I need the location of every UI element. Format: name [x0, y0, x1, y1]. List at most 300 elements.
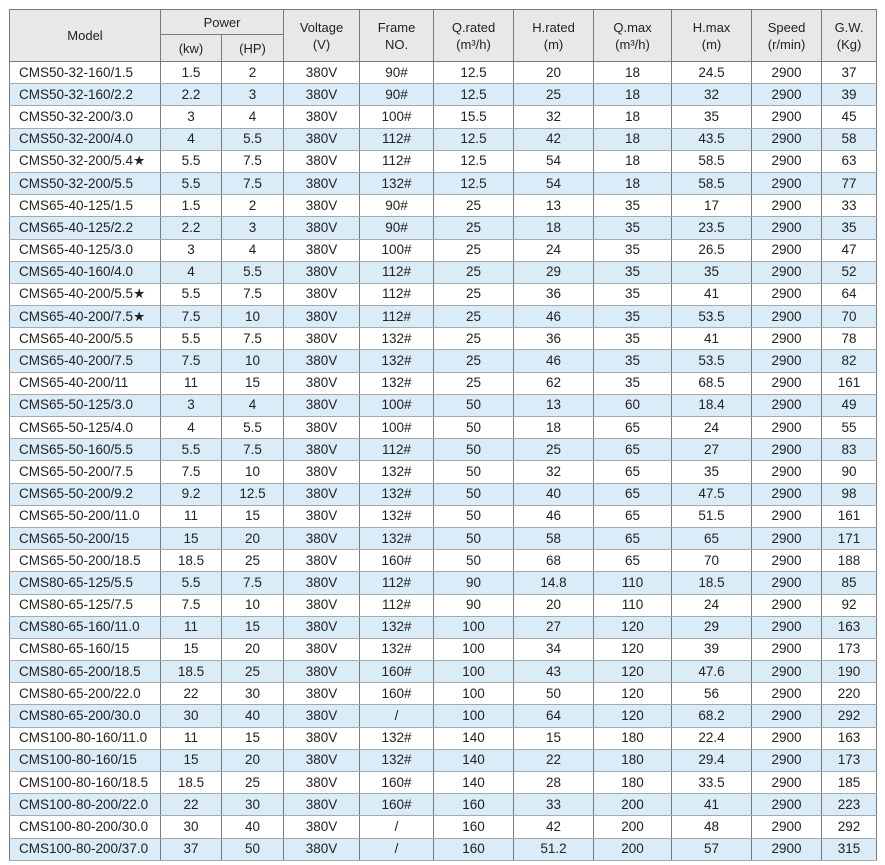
- voltage-cell: 380V: [284, 328, 360, 350]
- power-kw-cell: 1.5: [161, 62, 222, 84]
- table-row: [10, 749, 877, 771]
- model-cell: CMS80-65-160/15: [10, 638, 161, 660]
- model-cell: CMS65-50-200/7.5: [10, 461, 161, 483]
- header-h-rated-unit: (m): [543, 36, 564, 52]
- power-kw-cell: 4: [161, 261, 222, 283]
- table-row: [10, 527, 877, 549]
- speed-cell: 2900: [752, 150, 822, 172]
- h-max-cell: 57: [672, 838, 752, 860]
- q-max-cell: 35: [594, 283, 672, 305]
- gw-cell: 90: [822, 461, 877, 483]
- model-cell: CMS65-50-200/11.0: [10, 505, 161, 527]
- voltage-cell: 380V: [284, 527, 360, 549]
- model-cell: CMS50-32-200/5.5: [10, 172, 161, 194]
- power-hp-cell: 2: [222, 195, 284, 217]
- gw-cell: 37: [822, 62, 877, 84]
- power-hp-cell: 10: [222, 350, 284, 372]
- power-kw-cell: 3: [161, 394, 222, 416]
- model-cell: CMS65-40-160/4.0: [10, 261, 161, 283]
- voltage-cell: 380V: [284, 195, 360, 217]
- h-rated-cell: 33: [514, 794, 594, 816]
- h-max-cell: 24: [672, 417, 752, 439]
- speed-cell: 2900: [752, 84, 822, 106]
- voltage-cell: 380V: [284, 350, 360, 372]
- speed-cell: 2900: [752, 727, 822, 749]
- power-kw-cell: 2.2: [161, 217, 222, 239]
- speed-cell: 2900: [752, 794, 822, 816]
- voltage-cell: 380V: [284, 239, 360, 261]
- q-rated-cell: 50: [434, 483, 514, 505]
- header-gw-unit: (Kg): [836, 36, 862, 52]
- power-hp-cell: 20: [222, 749, 284, 771]
- speed-cell: 2900: [752, 772, 822, 794]
- voltage-cell: 380V: [284, 749, 360, 771]
- table-row: [10, 683, 877, 705]
- speed-cell: 2900: [752, 350, 822, 372]
- power-hp-cell: 25: [222, 550, 284, 572]
- voltage-cell: 380V: [284, 483, 360, 505]
- voltage-cell: 380V: [284, 705, 360, 727]
- table-row: [10, 550, 877, 572]
- power-hp-cell: 50: [222, 838, 284, 860]
- header-power: [161, 10, 284, 35]
- power-kw-cell: 15: [161, 527, 222, 549]
- model-cell: CMS65-50-200/18.5: [10, 550, 161, 572]
- speed-cell: 2900: [752, 572, 822, 594]
- power-hp-cell: 7.5: [222, 150, 284, 172]
- q-rated-cell: 140: [434, 749, 514, 771]
- power-kw-cell: 11: [161, 372, 222, 394]
- q-max-cell: 65: [594, 439, 672, 461]
- power-kw-cell: 30: [161, 705, 222, 727]
- model-cell: CMS65-40-125/3.0: [10, 239, 161, 261]
- h-max-cell: 22.4: [672, 727, 752, 749]
- h-max-cell: 51.5: [672, 505, 752, 527]
- h-rated-cell: 29: [514, 261, 594, 283]
- speed-cell: 2900: [752, 661, 822, 683]
- frame-cell: 132#: [360, 505, 434, 527]
- voltage-cell: 380V: [284, 417, 360, 439]
- h-max-cell: 33.5: [672, 772, 752, 794]
- model-cell: CMS100-80-160/11.0: [10, 727, 161, 749]
- voltage-cell: 380V: [284, 838, 360, 860]
- speed-cell: 2900: [752, 261, 822, 283]
- frame-cell: 132#: [360, 483, 434, 505]
- h-rated-cell: 36: [514, 283, 594, 305]
- voltage-cell: 380V: [284, 794, 360, 816]
- frame-cell: 112#: [360, 572, 434, 594]
- h-rated-cell: 25: [514, 84, 594, 106]
- voltage-cell: 380V: [284, 772, 360, 794]
- q-rated-cell: 15.5: [434, 106, 514, 128]
- frame-cell: 160#: [360, 683, 434, 705]
- table-row: [10, 150, 877, 172]
- h-max-cell: 68.2: [672, 705, 752, 727]
- gw-cell: 83: [822, 439, 877, 461]
- model-cell: CMS65-50-125/4.0: [10, 417, 161, 439]
- frame-cell: 160#: [360, 550, 434, 572]
- gw-cell: 78: [822, 328, 877, 350]
- voltage-cell: 380V: [284, 439, 360, 461]
- q-max-cell: 35: [594, 328, 672, 350]
- power-kw-cell: 5.5: [161, 283, 222, 305]
- speed-cell: 2900: [752, 417, 822, 439]
- voltage-cell: 380V: [284, 727, 360, 749]
- model-cell: CMS50-32-200/5.4★: [10, 150, 161, 172]
- power-kw-cell: 15: [161, 749, 222, 771]
- q-rated-cell: 100: [434, 638, 514, 660]
- power-hp-cell: 3: [222, 217, 284, 239]
- speed-cell: 2900: [752, 172, 822, 194]
- q-max-cell: 35: [594, 350, 672, 372]
- voltage-cell: 380V: [284, 261, 360, 283]
- h-max-cell: 23.5: [672, 217, 752, 239]
- header-speed: [752, 10, 822, 62]
- power-hp-cell: 4: [222, 106, 284, 128]
- gw-cell: 92: [822, 594, 877, 616]
- table-row: [10, 838, 877, 860]
- q-max-cell: 65: [594, 550, 672, 572]
- h-max-cell: 35: [672, 461, 752, 483]
- h-rated-cell: 36: [514, 328, 594, 350]
- q-rated-cell: 100: [434, 705, 514, 727]
- power-hp-cell: 4: [222, 394, 284, 416]
- gw-cell: 161: [822, 505, 877, 527]
- model-cell: CMS100-80-200/22.0: [10, 794, 161, 816]
- frame-cell: 132#: [360, 461, 434, 483]
- model-cell: CMS50-32-160/1.5: [10, 62, 161, 84]
- q-max-cell: 200: [594, 838, 672, 860]
- h-rated-cell: 20: [514, 594, 594, 616]
- h-max-cell: 27: [672, 439, 752, 461]
- speed-cell: 2900: [752, 283, 822, 305]
- header-gw-label: G.W.: [834, 19, 864, 35]
- q-rated-cell: 50: [434, 527, 514, 549]
- power-kw-cell: 11: [161, 616, 222, 638]
- gw-cell: 45: [822, 106, 877, 128]
- power-hp-cell: 5.5: [222, 261, 284, 283]
- speed-cell: 2900: [752, 705, 822, 727]
- voltage-cell: 380V: [284, 372, 360, 394]
- header-q-rated-label: Q.rated: [451, 19, 496, 35]
- table-row: [10, 461, 877, 483]
- power-hp-cell: 12.5: [222, 483, 284, 505]
- power-hp-cell: 20: [222, 527, 284, 549]
- pump-spec-sheet: [9, 9, 876, 861]
- power-kw-cell: 7.5: [161, 461, 222, 483]
- voltage-cell: 380V: [284, 217, 360, 239]
- model-cell: CMS65-40-200/5.5: [10, 328, 161, 350]
- power-kw-cell: 1.5: [161, 195, 222, 217]
- power-kw-cell: 15: [161, 638, 222, 660]
- h-max-cell: 53.5: [672, 350, 752, 372]
- q-rated-cell: 160: [434, 816, 514, 838]
- gw-cell: 39: [822, 84, 877, 106]
- h-rated-cell: 25: [514, 439, 594, 461]
- model-cell: CMS65-40-200/11: [10, 372, 161, 394]
- power-hp-cell: 5.5: [222, 128, 284, 150]
- header-q-max-label: Q.max: [613, 19, 652, 35]
- voltage-cell: 380V: [284, 150, 360, 172]
- speed-cell: 2900: [752, 638, 822, 660]
- h-rated-cell: 54: [514, 150, 594, 172]
- gw-cell: 315: [822, 838, 877, 860]
- speed-cell: 2900: [752, 594, 822, 616]
- header-q-rated-unit: (m³/h): [456, 36, 491, 52]
- q-rated-cell: 25: [434, 217, 514, 239]
- h-max-cell: 29: [672, 616, 752, 638]
- gw-cell: 63: [822, 150, 877, 172]
- h-rated-cell: 18: [514, 217, 594, 239]
- header-power-kw-label: (kw): [178, 40, 204, 56]
- frame-cell: 112#: [360, 306, 434, 328]
- q-max-cell: 65: [594, 483, 672, 505]
- q-max-cell: 60: [594, 394, 672, 416]
- q-rated-cell: 50: [434, 439, 514, 461]
- h-max-cell: 17: [672, 195, 752, 217]
- frame-cell: 160#: [360, 772, 434, 794]
- speed-cell: 2900: [752, 527, 822, 549]
- h-max-cell: 41: [672, 283, 752, 305]
- power-kw-cell: 5.5: [161, 328, 222, 350]
- model-cell: CMS100-80-200/30.0: [10, 816, 161, 838]
- h-max-cell: 48: [672, 816, 752, 838]
- power-hp-cell: 2: [222, 62, 284, 84]
- model-cell: CMS65-40-200/7.5★: [10, 306, 161, 328]
- power-hp-cell: 15: [222, 505, 284, 527]
- voltage-cell: 380V: [284, 394, 360, 416]
- gw-cell: 77: [822, 172, 877, 194]
- h-max-cell: 68.5: [672, 372, 752, 394]
- power-kw-cell: 22: [161, 794, 222, 816]
- q-max-cell: 35: [594, 195, 672, 217]
- table-row: [10, 350, 877, 372]
- power-kw-cell: 3: [161, 106, 222, 128]
- h-rated-cell: 27: [514, 616, 594, 638]
- table-row: [10, 661, 877, 683]
- header-q-rated: [434, 10, 514, 62]
- table-row: [10, 106, 877, 128]
- power-kw-cell: 5.5: [161, 150, 222, 172]
- frame-cell: 90#: [360, 195, 434, 217]
- h-rated-cell: 24: [514, 239, 594, 261]
- frame-cell: 112#: [360, 439, 434, 461]
- h-rated-cell: 62: [514, 372, 594, 394]
- gw-cell: 64: [822, 283, 877, 305]
- table-header: [10, 10, 877, 62]
- gw-cell: 35: [822, 217, 877, 239]
- speed-cell: 2900: [752, 461, 822, 483]
- q-max-cell: 120: [594, 638, 672, 660]
- frame-cell: 160#: [360, 661, 434, 683]
- model-cell: CMS80-65-200/30.0: [10, 705, 161, 727]
- frame-cell: 132#: [360, 328, 434, 350]
- power-hp-cell: 7.5: [222, 328, 284, 350]
- q-rated-cell: 50: [434, 394, 514, 416]
- gw-cell: 52: [822, 261, 877, 283]
- table-row: [10, 84, 877, 106]
- q-max-cell: 18: [594, 106, 672, 128]
- table-row: [10, 816, 877, 838]
- q-max-cell: 120: [594, 661, 672, 683]
- h-rated-cell: 46: [514, 306, 594, 328]
- h-max-cell: 43.5: [672, 128, 752, 150]
- h-max-cell: 56: [672, 683, 752, 705]
- q-max-cell: 65: [594, 527, 672, 549]
- power-hp-cell: 25: [222, 661, 284, 683]
- h-rated-cell: 43: [514, 661, 594, 683]
- h-max-cell: 58.5: [672, 150, 752, 172]
- gw-cell: 188: [822, 550, 877, 572]
- power-kw-cell: 9.2: [161, 483, 222, 505]
- header-frame-label: Frame: [377, 19, 416, 35]
- header-voltage: [284, 10, 360, 62]
- q-rated-cell: 160: [434, 794, 514, 816]
- q-rated-cell: 25: [434, 239, 514, 261]
- gw-cell: 173: [822, 638, 877, 660]
- power-kw-cell: 7.5: [161, 594, 222, 616]
- model-cell: CMS65-50-125/3.0: [10, 394, 161, 416]
- speed-cell: 2900: [752, 683, 822, 705]
- h-rated-cell: 46: [514, 350, 594, 372]
- q-rated-cell: 140: [434, 727, 514, 749]
- gw-cell: 185: [822, 772, 877, 794]
- model-cell: CMS65-40-125/2.2: [10, 217, 161, 239]
- header-frame-unit: NO.: [384, 36, 409, 52]
- frame-cell: 100#: [360, 106, 434, 128]
- h-rated-cell: 51.2: [514, 838, 594, 860]
- q-max-cell: 65: [594, 505, 672, 527]
- frame-cell: 160#: [360, 794, 434, 816]
- model-cell: CMS65-50-200/15: [10, 527, 161, 549]
- header-power-label: Power: [203, 14, 241, 30]
- model-cell: CMS50-32-200/4.0: [10, 128, 161, 150]
- table-row: [10, 794, 877, 816]
- table-row: [10, 217, 877, 239]
- table-row: [10, 261, 877, 283]
- speed-cell: 2900: [752, 505, 822, 527]
- header-h-rated-label: H.rated: [532, 19, 575, 35]
- frame-cell: 132#: [360, 372, 434, 394]
- table-row: [10, 594, 877, 616]
- speed-cell: 2900: [752, 239, 822, 261]
- gw-cell: 58: [822, 128, 877, 150]
- voltage-cell: 380V: [284, 816, 360, 838]
- table-row: [10, 483, 877, 505]
- q-max-cell: 65: [594, 417, 672, 439]
- header-power-hp: [222, 35, 284, 62]
- h-max-cell: 29.4: [672, 749, 752, 771]
- gw-cell: 161: [822, 372, 877, 394]
- h-rated-cell: 13: [514, 195, 594, 217]
- gw-cell: 292: [822, 705, 877, 727]
- h-rated-cell: 40: [514, 483, 594, 505]
- power-hp-cell: 15: [222, 372, 284, 394]
- h-max-cell: 24: [672, 594, 752, 616]
- voltage-cell: 380V: [284, 283, 360, 305]
- gw-cell: 82: [822, 350, 877, 372]
- gw-cell: 220: [822, 683, 877, 705]
- model-cell: CMS100-80-160/15: [10, 749, 161, 771]
- q-max-cell: 180: [594, 772, 672, 794]
- speed-cell: 2900: [752, 106, 822, 128]
- model-cell: CMS65-50-200/9.2: [10, 483, 161, 505]
- power-kw-cell: 7.5: [161, 350, 222, 372]
- frame-cell: 112#: [360, 283, 434, 305]
- h-rated-cell: 14.8: [514, 572, 594, 594]
- table-body: [10, 62, 877, 861]
- voltage-cell: 380V: [284, 594, 360, 616]
- frame-cell: 112#: [360, 594, 434, 616]
- speed-cell: 2900: [752, 328, 822, 350]
- table-row: [10, 572, 877, 594]
- power-kw-cell: 4: [161, 417, 222, 439]
- power-hp-cell: 40: [222, 816, 284, 838]
- table-row: [10, 394, 877, 416]
- table-row: [10, 239, 877, 261]
- frame-cell: /: [360, 838, 434, 860]
- q-max-cell: 35: [594, 261, 672, 283]
- q-max-cell: 200: [594, 794, 672, 816]
- table-row: [10, 439, 877, 461]
- table-row: [10, 172, 877, 194]
- q-rated-cell: 25: [434, 306, 514, 328]
- q-rated-cell: 50: [434, 505, 514, 527]
- header-h-max-label: H.max: [692, 19, 731, 35]
- power-kw-cell: 30: [161, 816, 222, 838]
- frame-cell: 132#: [360, 527, 434, 549]
- voltage-cell: 380V: [284, 550, 360, 572]
- power-kw-cell: 11: [161, 727, 222, 749]
- voltage-cell: 380V: [284, 616, 360, 638]
- model-cell: CMS80-65-200/22.0: [10, 683, 161, 705]
- header-q-max-unit: (m³/h): [615, 36, 650, 52]
- q-max-cell: 110: [594, 594, 672, 616]
- q-rated-cell: 25: [434, 261, 514, 283]
- frame-cell: 112#: [360, 128, 434, 150]
- voltage-cell: 380V: [284, 683, 360, 705]
- power-hp-cell: 30: [222, 794, 284, 816]
- power-hp-cell: 5.5: [222, 417, 284, 439]
- power-kw-cell: 2.2: [161, 84, 222, 106]
- gw-cell: 163: [822, 727, 877, 749]
- power-kw-cell: 18.5: [161, 772, 222, 794]
- power-kw-cell: 37: [161, 838, 222, 860]
- voltage-cell: 380V: [284, 461, 360, 483]
- power-kw-cell: 7.5: [161, 306, 222, 328]
- voltage-cell: 380V: [284, 106, 360, 128]
- frame-cell: 132#: [360, 638, 434, 660]
- header-model: [10, 10, 161, 62]
- gw-cell: 292: [822, 816, 877, 838]
- header-h-max-unit: (m): [701, 36, 722, 52]
- pump-spec-table: [9, 9, 877, 861]
- q-max-cell: 180: [594, 727, 672, 749]
- h-rated-cell: 22: [514, 749, 594, 771]
- q-max-cell: 35: [594, 306, 672, 328]
- h-max-cell: 41: [672, 794, 752, 816]
- h-rated-cell: 42: [514, 128, 594, 150]
- gw-cell: 33: [822, 195, 877, 217]
- voltage-cell: 380V: [284, 505, 360, 527]
- h-max-cell: 39: [672, 638, 752, 660]
- q-max-cell: 35: [594, 217, 672, 239]
- h-max-cell: 18.4: [672, 394, 752, 416]
- power-hp-cell: 30: [222, 683, 284, 705]
- table-row: [10, 195, 877, 217]
- q-rated-cell: 100: [434, 616, 514, 638]
- frame-cell: 132#: [360, 616, 434, 638]
